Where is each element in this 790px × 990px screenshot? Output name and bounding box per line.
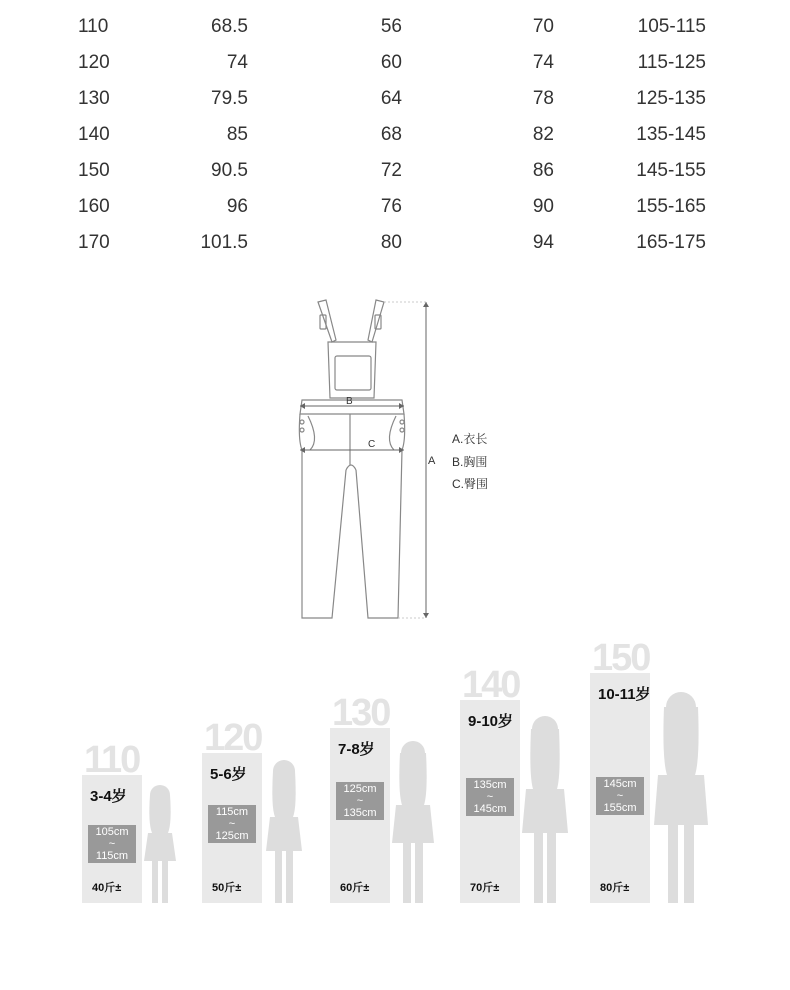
length-cell: 90.5	[211, 160, 248, 181]
height-tilde: ~	[486, 791, 494, 803]
weight-label: 80斤±	[600, 882, 630, 894]
height-max: 135cm	[343, 807, 377, 819]
legend-item: C.臀围	[452, 477, 489, 491]
table-row	[0, 190, 790, 226]
height-range-box	[336, 782, 384, 820]
table-row	[0, 10, 790, 46]
size-cell: 140	[78, 124, 110, 145]
table-row	[0, 118, 790, 154]
size-column	[330, 692, 390, 903]
height-min: 125cm	[343, 783, 377, 795]
chest-cell: 72	[380, 160, 402, 181]
left-leg	[299, 414, 346, 618]
size-cell: 130	[78, 88, 110, 109]
height-tilde: ~	[108, 838, 116, 850]
height-cell: 115-125	[637, 52, 706, 73]
height-max: 115cm	[95, 850, 129, 862]
table-row	[0, 154, 790, 190]
age-label: 10-11岁	[598, 686, 651, 703]
hip-cell: 74	[532, 52, 554, 73]
hip-cell: 82	[532, 124, 554, 145]
size-cell: 160	[78, 196, 110, 217]
left-strap	[318, 300, 336, 342]
height-max: 125cm	[215, 830, 249, 842]
height-min: 145cm	[603, 778, 637, 790]
chest-cell: 80	[380, 232, 402, 253]
chest-cell: 68	[380, 124, 402, 145]
child-silhouette-icon	[390, 737, 436, 903]
hip-cell: 78	[532, 88, 554, 109]
child-silhouette-icon	[264, 757, 304, 903]
height-cell: 145-155	[636, 160, 706, 181]
bib-pocket	[335, 356, 371, 390]
weight-label: 40斤±	[92, 882, 122, 894]
legend-item: A.衣长	[452, 432, 488, 446]
right-leg	[356, 414, 405, 618]
child-silhouette-icon	[652, 687, 710, 903]
label-a: A	[428, 455, 436, 467]
table-row	[0, 82, 790, 118]
chest-cell: 76	[380, 196, 402, 217]
length-cell: 96	[226, 196, 248, 217]
length-cell: 101.5	[200, 232, 248, 253]
height-tilde: ~	[356, 795, 364, 807]
height-range-box	[596, 777, 644, 815]
table-row	[0, 46, 790, 82]
size-cell: 170	[78, 232, 110, 253]
height-range-box	[208, 805, 256, 843]
height-range-box	[88, 825, 136, 863]
height-cell: 125-135	[636, 88, 706, 109]
chest-cell: 64	[380, 88, 402, 109]
height-cell: 155-165	[636, 196, 706, 217]
size-number: 120	[204, 717, 262, 759]
length-cell: 74	[226, 52, 248, 73]
right-strap	[368, 300, 384, 342]
height-min: 105cm	[95, 826, 129, 838]
age-label: 5-6岁	[210, 766, 247, 783]
height-cell: 105-115	[637, 16, 706, 37]
hip-cell: 94	[532, 232, 554, 253]
size-column	[590, 637, 651, 903]
size-number: 150	[592, 637, 650, 679]
height-range-box	[466, 778, 514, 816]
height-cell: 135-145	[636, 124, 706, 145]
size-column	[202, 717, 262, 903]
age-label: 3-4岁	[90, 788, 127, 805]
size-cell: 150	[78, 160, 110, 181]
table-row	[0, 226, 790, 262]
age-label: 9-10岁	[468, 713, 514, 730]
hip-cell: 90	[532, 196, 554, 217]
height-max: 155cm	[603, 802, 637, 814]
hip-cell: 70	[532, 16, 554, 37]
measurement-legend	[452, 428, 488, 496]
legend-item: B.胸围	[452, 454, 488, 469]
label-b: B	[346, 396, 353, 407]
height-tilde: ~	[616, 790, 624, 802]
size-column	[82, 739, 142, 903]
height-tilde: ~	[228, 818, 236, 830]
height-min: 115cm	[215, 806, 249, 818]
height-max: 145cm	[473, 803, 507, 815]
length-cell: 68.5	[211, 16, 248, 37]
height-cell: 165-175	[636, 232, 706, 253]
chest-cell: 56	[380, 16, 402, 37]
size-column	[460, 664, 520, 903]
hip-cell: 86	[532, 160, 554, 181]
size-number: 140	[462, 664, 520, 706]
weight-label: 60斤±	[340, 882, 370, 894]
child-silhouette-icon	[142, 783, 178, 903]
size-cell: 110	[78, 16, 109, 37]
size-cell: 120	[78, 52, 110, 73]
length-cell: 85	[226, 124, 248, 145]
child-silhouette-icon	[520, 711, 570, 903]
length-cell: 79.5	[211, 88, 248, 109]
weight-label: 70斤±	[470, 882, 500, 894]
age-label: 7-8岁	[338, 741, 375, 758]
height-min: 135cm	[473, 779, 507, 791]
chest-cell: 60	[380, 52, 402, 73]
weight-label: 50斤±	[212, 882, 242, 894]
age-size-guide	[0, 637, 790, 960]
label-c: C	[368, 439, 376, 450]
size-number: 130	[332, 692, 390, 734]
size-number: 110	[84, 739, 140, 781]
